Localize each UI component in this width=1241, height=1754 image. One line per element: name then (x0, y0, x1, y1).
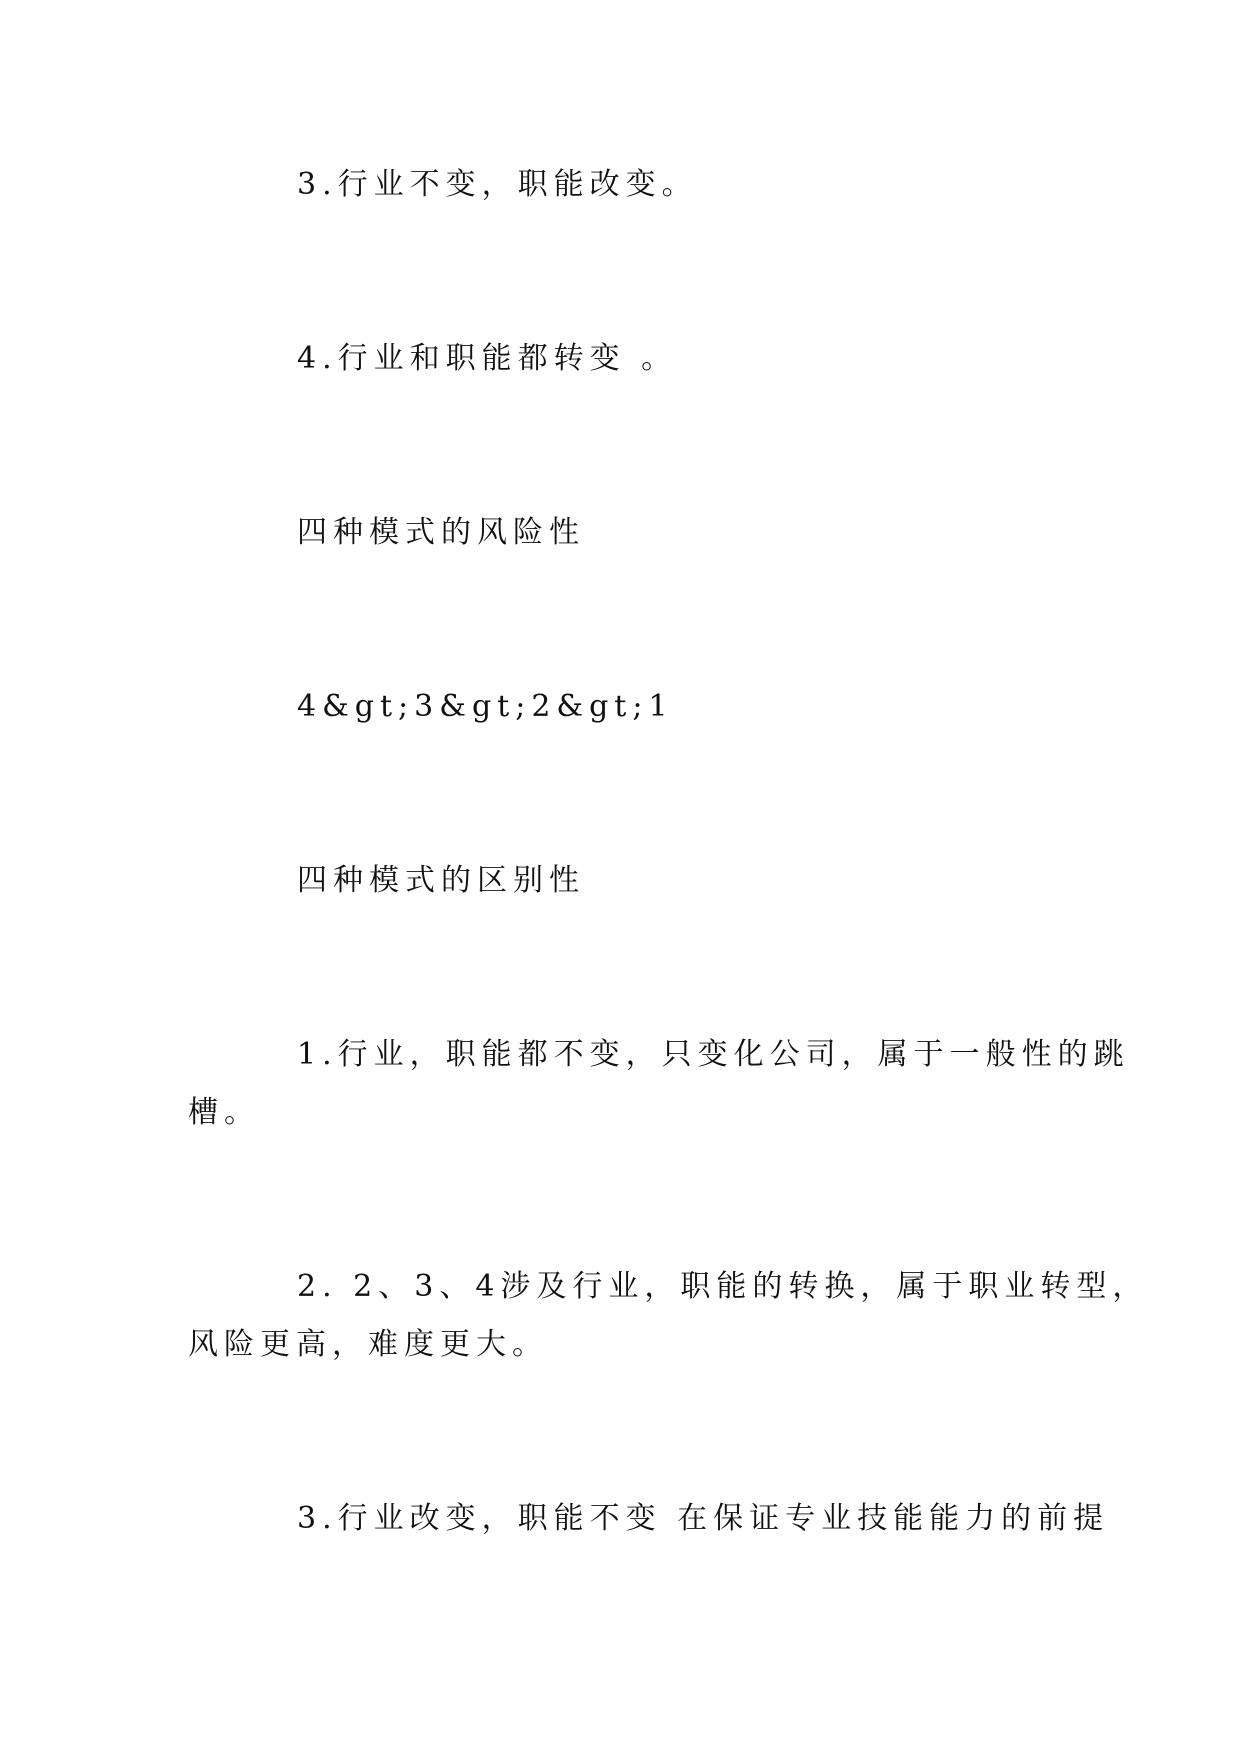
paragraph-line: 槽。 (188, 1095, 260, 1130)
paragraph-line: 4.行业和职能都转变 。 (297, 341, 678, 376)
paragraph-line: 风险更高，难度更大。 (188, 1327, 548, 1362)
paragraph-line: 2. 2、3、4涉及行业，职能的转换，属于职业转型， (297, 1269, 1149, 1304)
paragraph-line: 3.行业改变，职能不变 在保证专业技能能力的前提 (297, 1501, 1110, 1536)
section-heading: 四种模式的区别性 (297, 863, 585, 898)
paragraph-line: 4&gt;3&gt;2&gt;1 (297, 689, 674, 724)
paragraph-line: 3.行业不变，职能改变。 (297, 167, 698, 202)
section-heading: 四种模式的风险性 (297, 515, 585, 550)
paragraph-line: 1.行业，职能都不变，只变化公司，属于一般性的跳 (297, 1037, 1130, 1072)
